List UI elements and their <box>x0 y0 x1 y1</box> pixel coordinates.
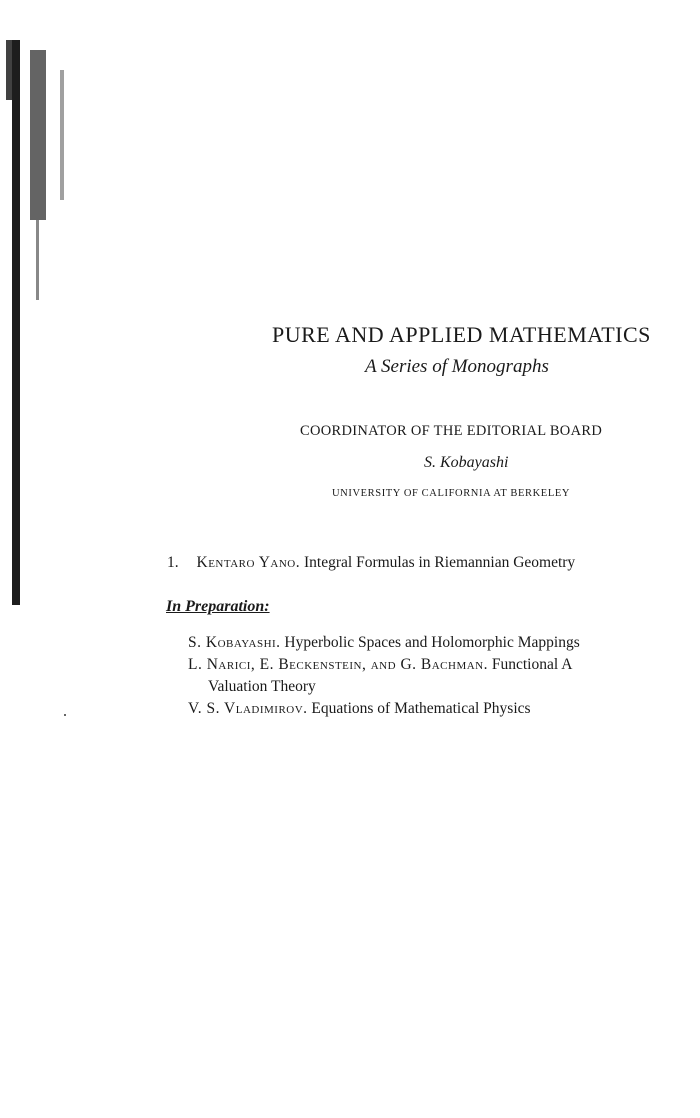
coordinator-name: S. Kobayashi <box>424 454 509 471</box>
binding-edge-shadow <box>60 70 64 200</box>
item-title-continuation: Valuation Theory <box>208 678 316 695</box>
item-title: Hyperbolic Spaces and Holomorphic Mappings <box>284 634 580 651</box>
binding-edge-shadow <box>36 220 39 300</box>
item-author: S. Kobayashi. <box>188 634 281 651</box>
in-preparation-list <box>188 632 580 720</box>
list-item <box>188 654 580 698</box>
scan-speck <box>64 714 66 716</box>
volume-author: Kentaro Yano. <box>196 554 301 571</box>
item-title: Functional A <box>491 656 573 673</box>
binding-edge-shadow <box>6 40 12 100</box>
binding-edge-shadow <box>12 40 20 605</box>
coordinator-affiliation: UNIVERSITY OF CALIFORNIA AT BERKELEY <box>332 488 571 499</box>
editorial-board-heading: COORDINATOR OF THE EDITORIAL BOARD <box>300 423 603 439</box>
item-author: V. S. Vladimirov. <box>188 700 308 717</box>
series-subtitle: A Series of Monographs <box>365 356 549 377</box>
item-title: Equations of Mathematical Physics <box>311 700 531 717</box>
binding-edge-shadow <box>30 50 46 220</box>
volume-number: 1. <box>167 554 179 571</box>
list-item <box>188 632 580 654</box>
published-volume <box>167 554 575 572</box>
in-preparation-heading: In Preparation: <box>166 598 270 615</box>
series-title: PURE AND APPLIED MATHEMATICS <box>272 322 651 347</box>
volume-title: Integral Formulas in Riemannian Geometry <box>304 554 576 571</box>
list-item <box>188 698 580 720</box>
item-author: L. Narici, E. Beckenstein, and G. Bachman. <box>188 656 488 673</box>
